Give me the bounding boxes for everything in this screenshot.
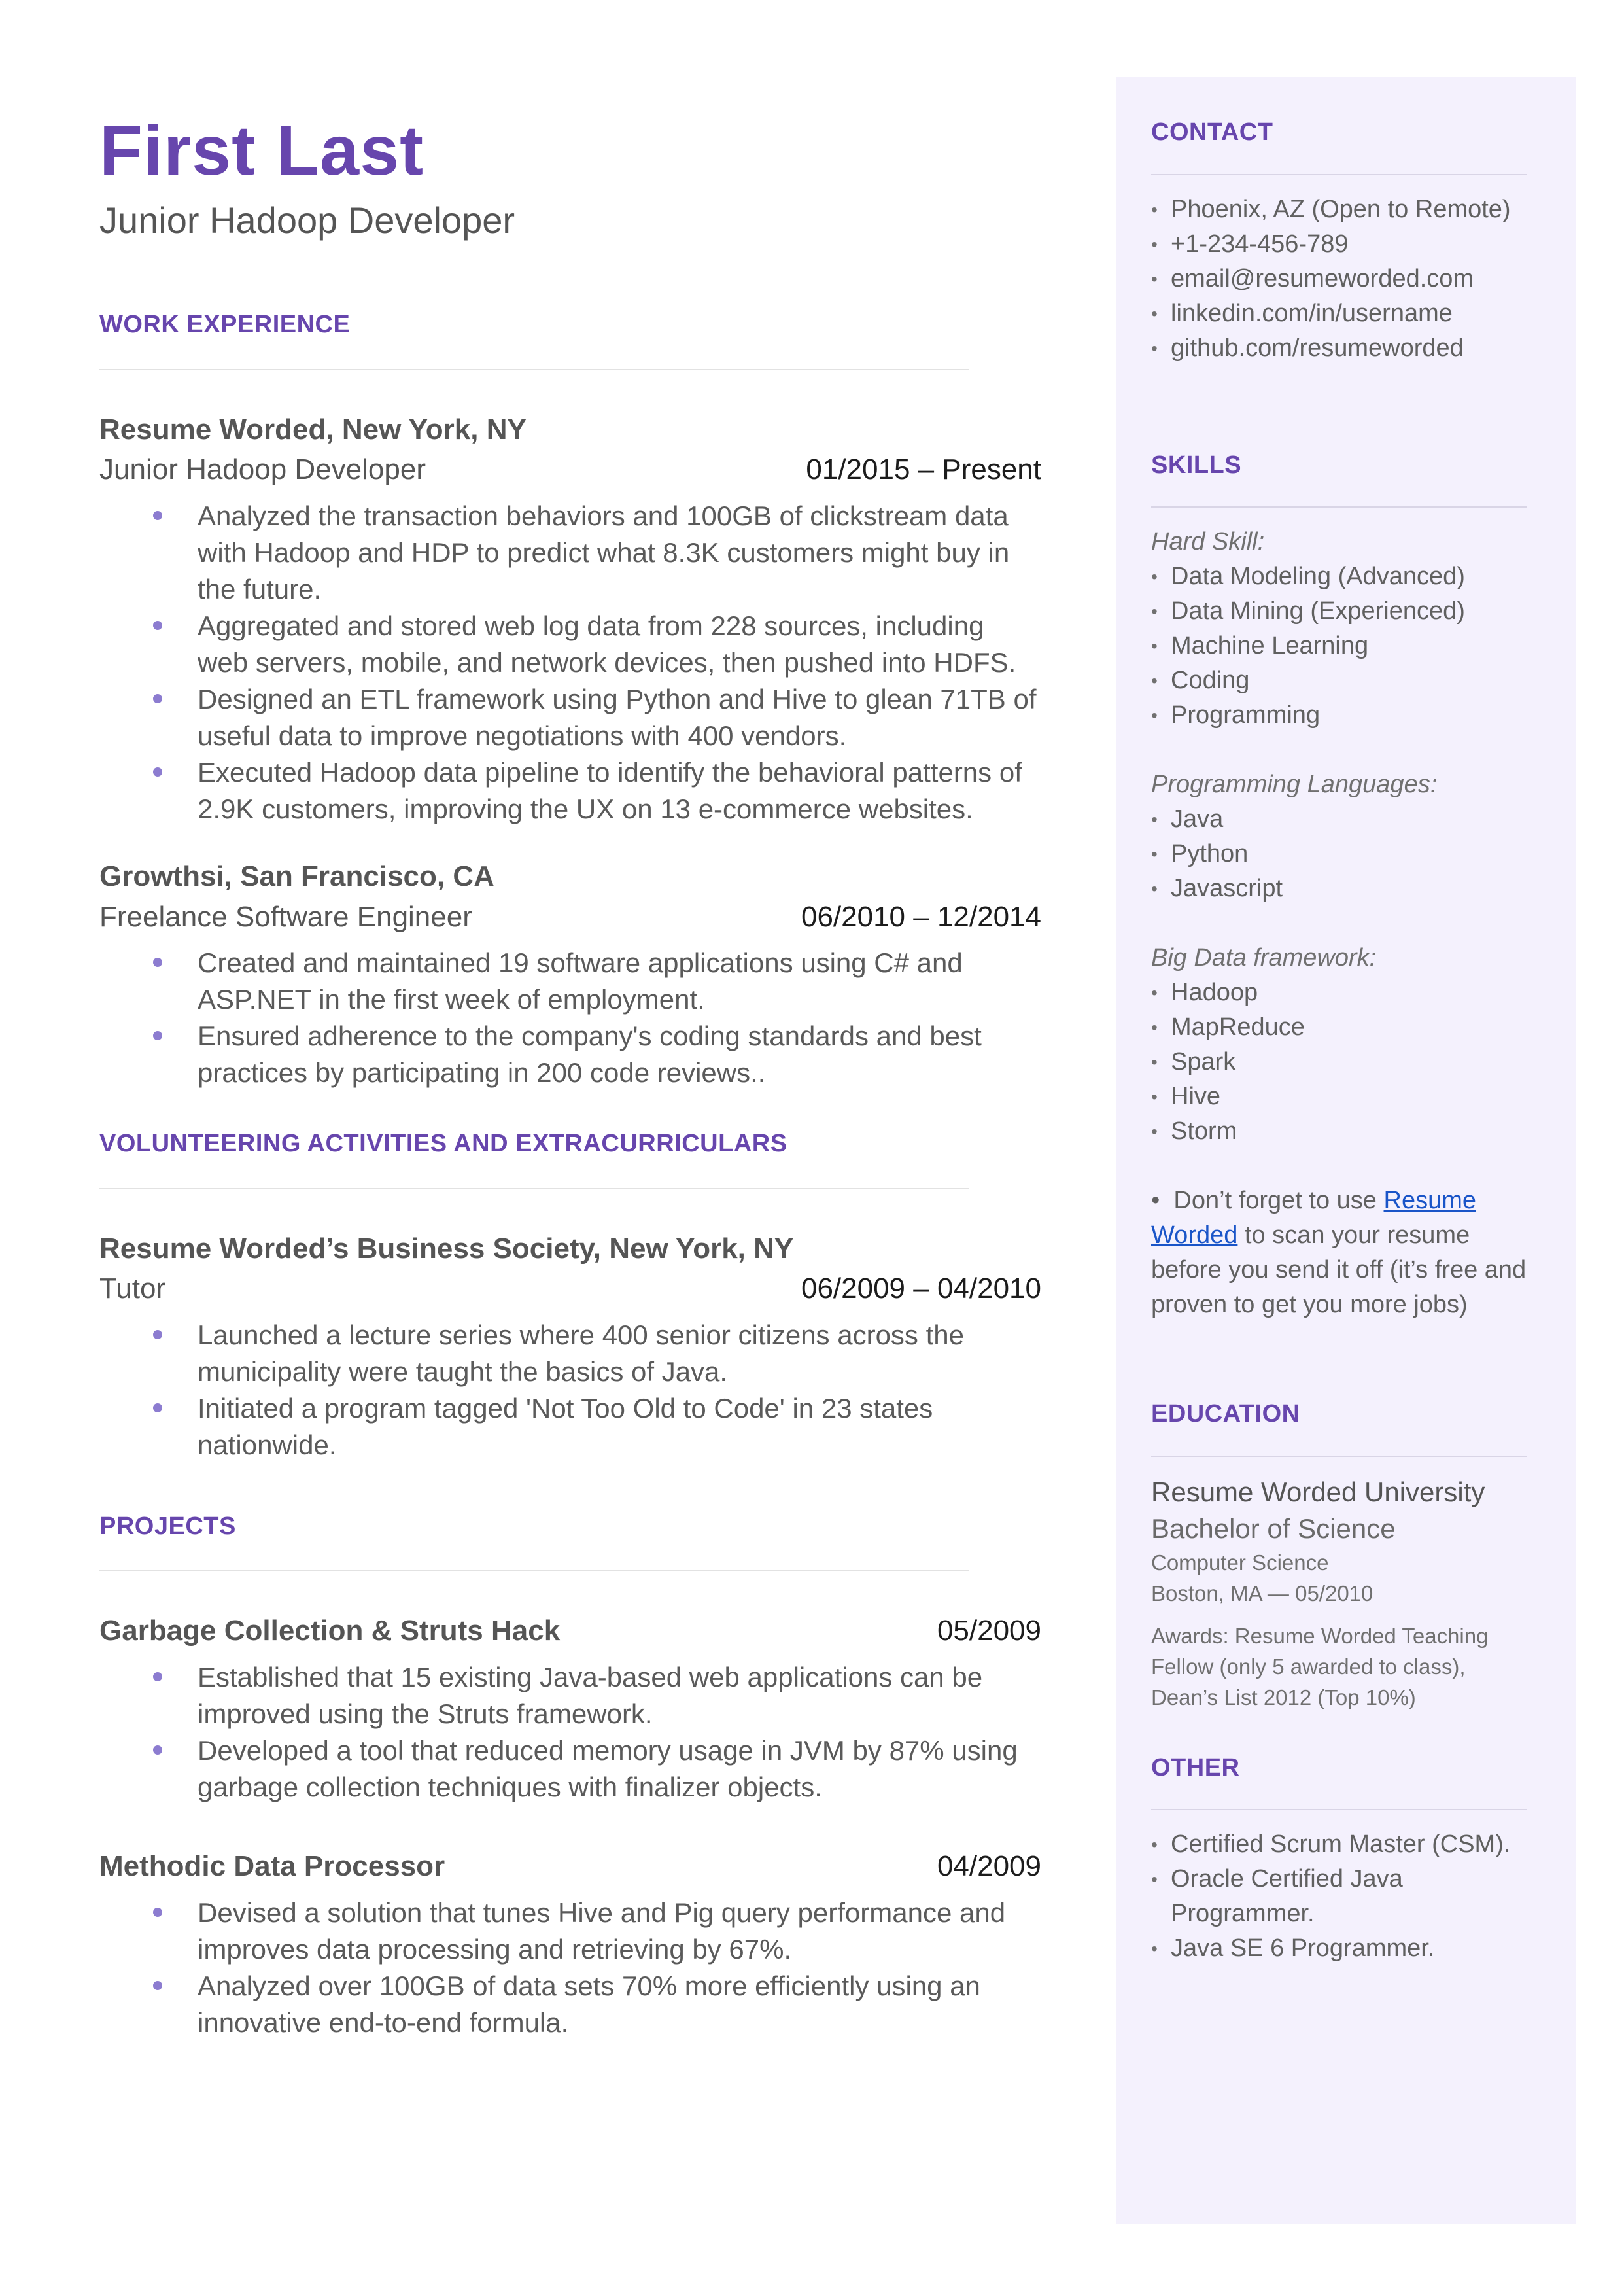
contact-list [1151, 192, 1530, 366]
other-item: • Certified Scrum Master (CSM). [1151, 1827, 1530, 1862]
resume-worded-link[interactable]: Resume Worded [1151, 1187, 1476, 1250]
entry-date: 06/2010 – 12/2014 [801, 900, 1041, 933]
skill-item: • Storm [1151, 1114, 1530, 1149]
note-bullet: • [1151, 1187, 1174, 1215]
resume-worded-note [1151, 1183, 1530, 1322]
entry-organization: Resume Worded, New York, NY [99, 413, 527, 446]
bullet-item: Executed Hadoop data pipeline to identify the behavioral patterns of 2.9K customers, improving the UX on 13 e-commerce websites. [99, 754, 1041, 828]
skill-list [1151, 975, 1530, 1149]
entry-date: 04/2009 [937, 1850, 1041, 1883]
projects-section [99, 1512, 1041, 2041]
work-experience-section [99, 310, 1041, 1091]
main-column [99, 111, 1041, 2041]
section-title: CONTACT [1151, 118, 1273, 146]
work-entry [99, 856, 1041, 1091]
section-divider [1151, 1809, 1527, 1810]
section-divider [99, 369, 969, 370]
section-title: PROJECTS [99, 1512, 236, 1540]
other-section [1151, 1753, 1530, 1967]
section-divider [1151, 174, 1527, 175]
contact-phone: • +1-234-456-789 [1151, 227, 1530, 262]
contact-section [1151, 118, 1530, 366]
skill-list [1151, 559, 1530, 733]
skill-item: • Data Modeling (Advanced) [1151, 559, 1530, 594]
entry-bullets [99, 1317, 1041, 1463]
other-item: • Java SE 6 Programmer. [1151, 1931, 1530, 1966]
skill-group-label: Programming Languages: [1151, 771, 1438, 799]
entry-bullets [99, 498, 1041, 828]
education-school: Resume Worded University [1151, 1476, 1485, 1507]
bullet-item: Analyzed the transaction behaviors and 100GB of clickstream data with Hadoop and HDP to predict what 8.3K customers might buy in the future. [99, 498, 1041, 608]
entry-organization: Growthsi, San Francisco, CA [99, 860, 494, 892]
skill-item: • MapReduce [1151, 1010, 1530, 1045]
bullet-item: Established that 15 existing Java-based web applications can be improved using the Struts framework. [99, 1659, 1041, 1732]
volunteering-entry [99, 1229, 1041, 1463]
skill-item: • Machine Learning [1151, 629, 1530, 663]
education-location-date: Boston, MA — 05/2010 [1151, 1581, 1373, 1605]
education-degree: Bachelor of Science [1151, 1513, 1396, 1544]
bullet-item: Developed a tool that reduced memory usage in JVM by 87% using garbage collection techniques with finalizer objects. [99, 1732, 1041, 1806]
note-prefix: Don’t forget to use [1173, 1187, 1384, 1215]
skill-list [1151, 802, 1530, 906]
section-title: OTHER [1151, 1753, 1240, 1781]
entry-bullets [99, 945, 1041, 1091]
work-entry [99, 410, 1041, 828]
project-entry [99, 1611, 1041, 1806]
entry-bullets [99, 1895, 1041, 2041]
note-suffix: to scan your resume before you send it off (it’s free and proven to get you more jobs) [1151, 1221, 1527, 1319]
section-divider [1151, 506, 1527, 508]
skill-group-label: Hard Skill: [1151, 528, 1265, 556]
entry-job-title: Freelance Software Engineer [99, 900, 472, 933]
candidate-name: First Last [99, 111, 424, 190]
entry-organization: Resume Worded’s Business Society, New York, NY [99, 1232, 794, 1265]
bullet-item: Initiated a program tagged 'Not Too Old to Code' in 23 states nationwide. [99, 1390, 1041, 1463]
skill-item: • Spark [1151, 1045, 1530, 1079]
section-title: VOLUNTEERING ACTIVITIES AND EXTRACURRICULARS [99, 1130, 787, 1158]
skill-item: • Hadoop [1151, 975, 1530, 1010]
contact-email: • email@resumeworded.com [1151, 262, 1530, 296]
section-divider [99, 1188, 969, 1189]
section-divider [99, 1570, 969, 1571]
project-name: Garbage Collection & Struts Hack [99, 1615, 561, 1647]
section-title: WORK EXPERIENCE [99, 311, 351, 339]
contact-location: • Phoenix, AZ (Open to Remote) [1151, 192, 1530, 227]
other-item: • Oracle Certified Java Programmer. [1151, 1862, 1530, 1931]
candidate-role: Junior Hadoop Developer [99, 199, 515, 241]
skill-item: • Data Mining (Experienced) [1151, 594, 1530, 629]
bullet-item: Launched a lecture series where 400 senior citizens across the municipality were taught the basics of Java. [99, 1317, 1041, 1390]
contact-linkedin: • linkedin.com/in/username [1151, 296, 1530, 331]
entry-date: 06/2009 – 04/2010 [801, 1272, 1041, 1305]
bullet-item: Ensured adherence to the company's coding standards and best practices by participating in 200 code reviews.. [99, 1018, 1041, 1091]
bullet-item: Aggregated and stored web log data from 228 sources, including web servers, mobile, and network devices, then pushed into HDFS. [99, 608, 1041, 681]
education-section [1151, 1399, 1530, 1713]
volunteering-section [99, 1129, 1041, 1463]
skill-item: • Coding [1151, 663, 1530, 698]
project-name: Methodic Data Processor [99, 1850, 445, 1883]
skill-item: • Java [1151, 802, 1530, 837]
sidebar [1116, 77, 1576, 2224]
entry-date: 05/2009 [937, 1615, 1041, 1647]
skill-item: • Programming [1151, 698, 1530, 733]
bullet-item: Analyzed over 100GB of data sets 70% more efficiently using an innovative end-to-end formula. [99, 1968, 1041, 2041]
education-awards: Awards: Resume Worded Teaching Fellow (only 5 awarded to class), Dean’s List 2012 (Top 10%) [1151, 1623, 1489, 1709]
skill-item: • Hive [1151, 1079, 1530, 1114]
skills-section [1151, 451, 1530, 1323]
section-title: EDUCATION [1151, 1400, 1300, 1428]
entry-job-title: Tutor [99, 1272, 166, 1305]
entry-date: 01/2015 – Present [806, 453, 1041, 486]
other-list [1151, 1827, 1530, 1966]
bullet-item: Devised a solution that tunes Hive and Pig query performance and improves data processing and retrieving by 67%. [99, 1895, 1041, 1968]
section-divider [1151, 1456, 1527, 1457]
bullet-item: Created and maintained 19 software applications using C# and ASP.NET in the first week of employment. [99, 945, 1041, 1018]
education-field: Computer Science [1151, 1550, 1329, 1575]
project-entry [99, 1846, 1041, 2041]
section-title: SKILLS [1151, 451, 1242, 479]
skill-item: • Python [1151, 837, 1530, 871]
contact-github: • github.com/resumeworded [1151, 331, 1530, 366]
entry-job-title: Junior Hadoop Developer [99, 453, 426, 486]
bullet-item: Designed an ETL framework using Python and Hive to glean 71TB of useful data to improve negotiations with 400 vendors. [99, 681, 1041, 754]
skill-group-label: Big Data framework: [1151, 944, 1377, 972]
entry-bullets [99, 1659, 1041, 1806]
skill-item: • Javascript [1151, 871, 1530, 906]
